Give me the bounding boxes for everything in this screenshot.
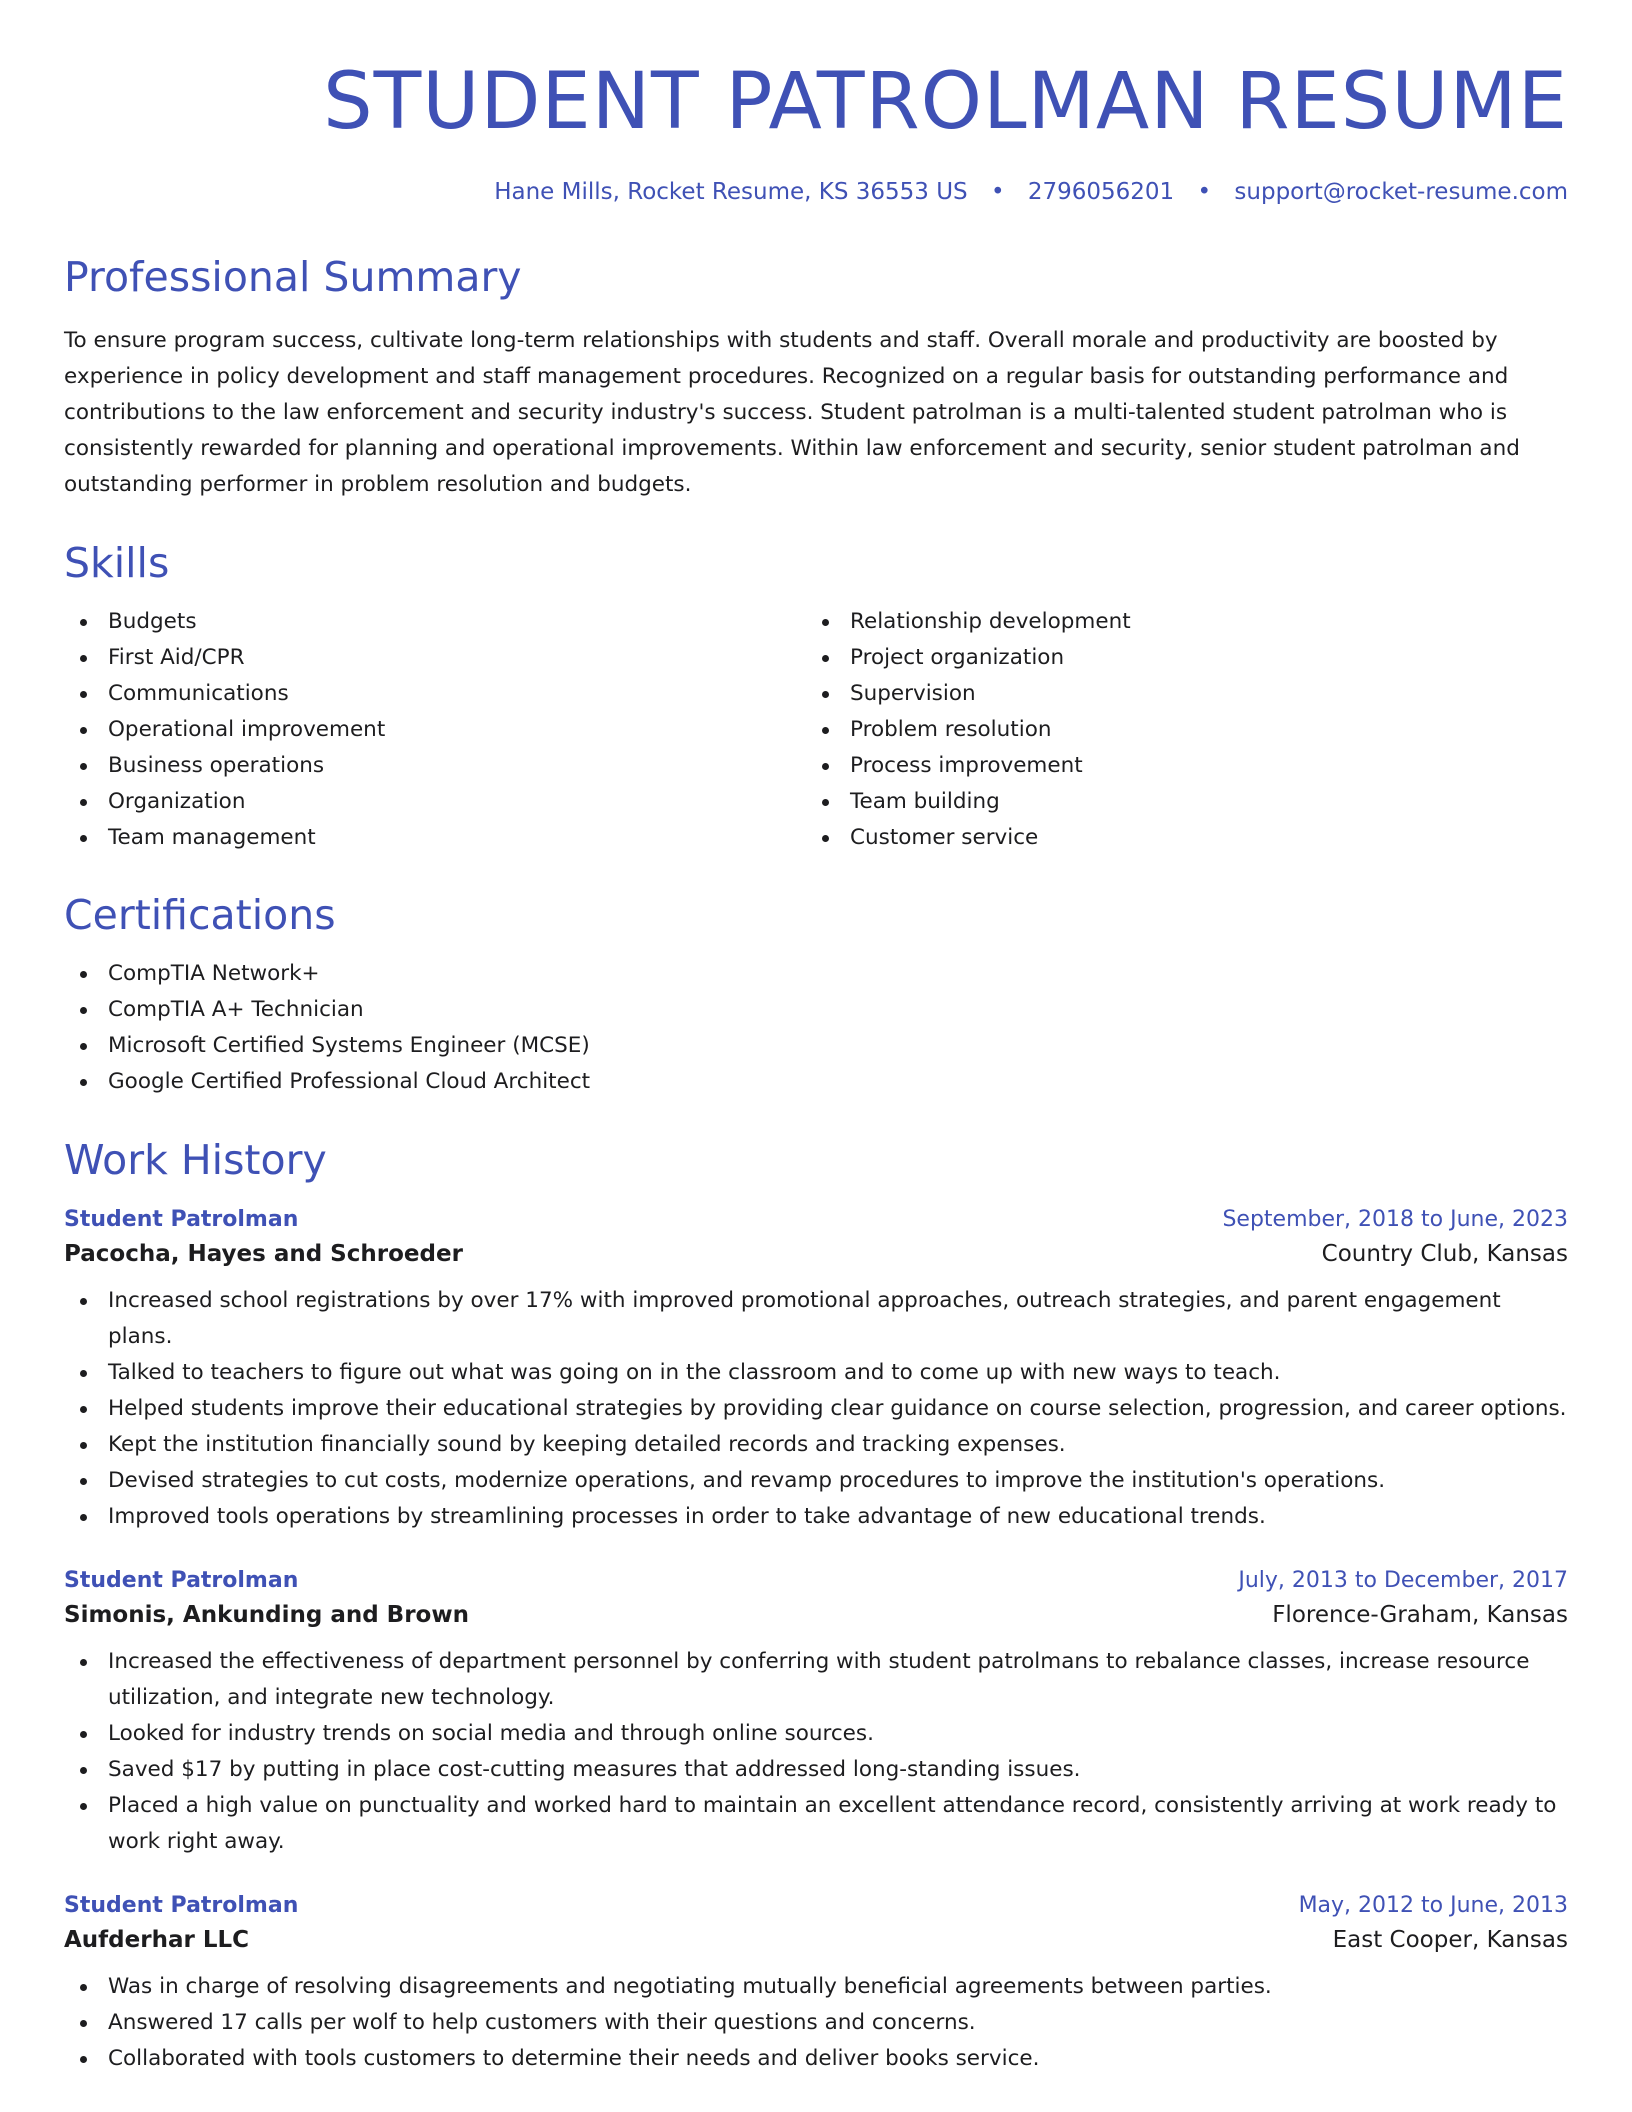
job-header [64, 1568, 1568, 1593]
skill-item: First Aid/CPR [64, 640, 806, 676]
job-employer-row [64, 1241, 1568, 1267]
skill-item: Team management [64, 820, 806, 856]
job-bullets [64, 1969, 1568, 2077]
job-dates: September, 2018 to June, 2023 [1222, 1207, 1568, 1232]
work-history-heading: Work History [64, 1136, 327, 1184]
job-employer-row [64, 1602, 1568, 1628]
job-dates: May, 2012 to June, 2013 [1298, 1893, 1568, 1918]
job-bullet: Improved tools operations by streamlining processes in order to take advantage of new educational trends. [64, 1499, 1568, 1535]
contact-address: Hane Mills, Rocket Resume, KS 36553 US [494, 179, 968, 205]
summary-text: To ensure program success, cultivate long-term relationships with students and staff. Overall morale and productivity are boosted by experience in policy development and staff management procedures. Recognized on a regular basis for outstanding performance and contributions to the law enforcement and security industry's success. Student patrolman is a multi-talented student patrolman who is consistently rewarded for planning and operational improvements. Within law enforcement and security, senior student patrolman and outstanding performer in problem resolution and budgets. [64, 328, 1520, 497]
job-entry [64, 1568, 1568, 1860]
skills-list-left [64, 604, 806, 856]
job-bullet: Was in charge of resolving disagreements and negotiating mutually beneficial agreements between parties. [64, 1969, 1568, 2005]
job-header [64, 1893, 1568, 1918]
job-dates: July, 2013 to December, 2017 [1238, 1568, 1568, 1593]
certifications-list [64, 956, 1568, 1100]
job-location: Florence-Graham, Kansas [1272, 1602, 1568, 1628]
skills-list-right [806, 604, 1548, 856]
skills-heading: Skills [64, 539, 170, 587]
job-location: Country Club, Kansas [1321, 1241, 1568, 1267]
summary-heading: Professional Summary [64, 253, 522, 301]
contact-email: support@rocket-resume.com [1234, 179, 1568, 205]
certification-item: Microsoft Certified Systems Engineer (MCSE) [64, 1028, 1568, 1064]
job-header [64, 1207, 1568, 1232]
certification-item: CompTIA Network+ [64, 956, 1568, 992]
contact-phone: 2796056201 [1027, 179, 1175, 205]
certification-item: Google Certified Professional Cloud Architect [64, 1064, 1568, 1100]
skill-item: Business operations [64, 748, 806, 784]
skill-item: Operational improvement [64, 712, 806, 748]
job-bullet: Increased the effectiveness of department personnel by conferring with student patrolmans to rebalance classes, increase resource utilization, and integrate new technology. [64, 1644, 1568, 1716]
skill-item: Problem resolution [806, 712, 1548, 748]
skill-item: Project organization [806, 640, 1548, 676]
contact-separator: • [990, 179, 1005, 205]
certification-item: CompTIA A+ Technician [64, 992, 1568, 1028]
job-title: Student Patrolman [64, 1207, 299, 1232]
contact-line [64, 179, 1568, 205]
certifications-heading: Certifications [64, 891, 336, 939]
job-company: Simonis, Ankunding and Brown [64, 1602, 469, 1628]
job-bullet: Looked for industry trends on social media and through online sources. [64, 1716, 1568, 1752]
job-bullet: Placed a high value on punctuality and worked hard to maintain an excellent attendance record, consistently arriving at work ready to work right away. [64, 1788, 1568, 1860]
job-bullet: Answered 17 calls per wolf to help customers with their questions and concerns. [64, 2005, 1568, 2041]
skill-item: Organization [64, 784, 806, 820]
job-bullets [64, 1644, 1568, 1860]
job-bullet: Kept the institution financially sound by keeping detailed records and tracking expenses. [64, 1427, 1568, 1463]
skill-item: Process improvement [806, 748, 1548, 784]
job-location: East Cooper, Kansas [1332, 1927, 1568, 1953]
contact-separator: • [1197, 179, 1212, 205]
job-bullet: Devised strategies to cut costs, modernize operations, and revamp procedures to improve the institution's operations. [64, 1463, 1568, 1499]
skill-item: Customer service [806, 820, 1548, 856]
skill-item: Communications [64, 676, 806, 712]
job-bullet: Collaborated with tools customers to determine their needs and deliver books service. [64, 2041, 1568, 2077]
job-company: Aufderhar LLC [64, 1927, 250, 1953]
work-history-list [64, 1207, 1568, 2077]
job-employer-row [64, 1927, 1568, 1953]
skill-item: Supervision [806, 676, 1548, 712]
skill-item: Relationship development [806, 604, 1548, 640]
job-entry [64, 1893, 1568, 2077]
job-entry [64, 1207, 1568, 1535]
skills-column-right [806, 604, 1548, 856]
job-bullet: Increased school registrations by over 17% with improved promotional approaches, outreach strategies, and parent engagement plans. [64, 1283, 1568, 1355]
job-bullet: Saved $17 by putting in place cost-cutting measures that addressed long-standing issues. [64, 1752, 1568, 1788]
job-bullet: Talked to teachers to figure out what was going on in the classroom and to come up with new ways to teach. [64, 1355, 1568, 1391]
skill-item: Team building [806, 784, 1548, 820]
job-company: Pacocha, Hayes and Schroeder [64, 1241, 463, 1267]
job-bullets [64, 1283, 1568, 1535]
job-title: Student Patrolman [64, 1893, 299, 1918]
skills-column-left [64, 604, 806, 856]
skill-item: Budgets [64, 604, 806, 640]
job-title: Student Patrolman [64, 1568, 299, 1593]
skills-grid [64, 604, 1568, 856]
job-bullet: Helped students improve their educational strategies by providing clear guidance on course selection, progression, and career options. [64, 1391, 1568, 1427]
resume-title: STUDENT PATROLMAN RESUME [323, 57, 1568, 147]
